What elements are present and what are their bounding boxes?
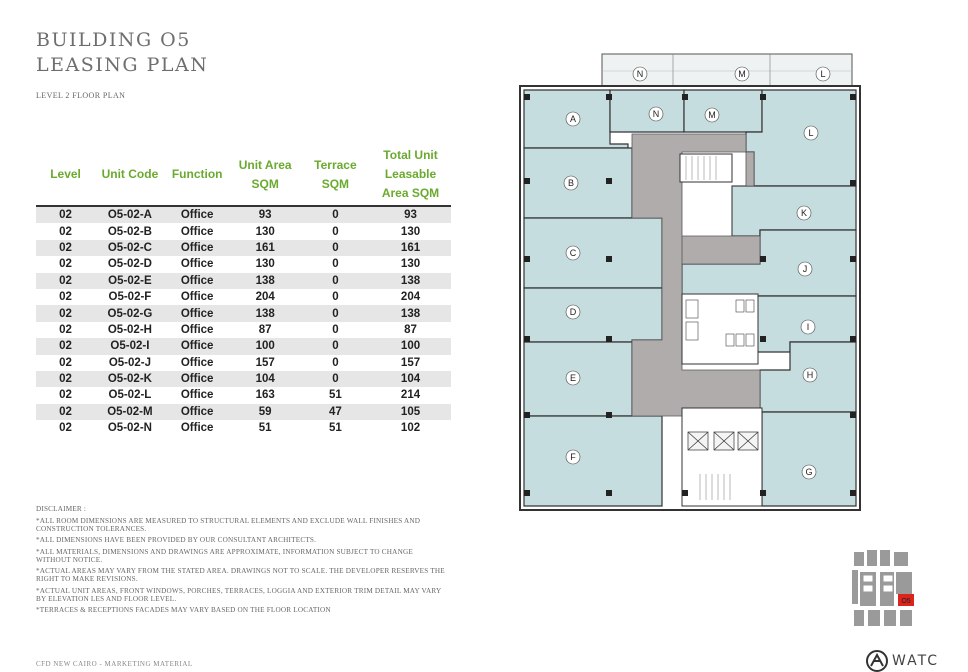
unit-n-area <box>610 90 684 132</box>
cell-unit-area: 93 <box>230 206 301 223</box>
cell-total: 102 <box>370 420 451 436</box>
cell-unit-area: 138 <box>230 273 301 289</box>
cell-total: 93 <box>370 206 451 223</box>
key-plan-building-label: O5 <box>901 598 911 605</box>
page-title-line2: LEASING PLAN <box>36 54 209 76</box>
page-title-line1: BUILDING O5 <box>36 29 191 51</box>
cell-unit-area: 59 <box>230 404 301 420</box>
logo-mark-icon <box>866 650 888 672</box>
cell-unit-code: O5-02-E <box>95 273 165 289</box>
unit-l-area <box>746 90 856 186</box>
unit-label-h <box>803 368 817 382</box>
unit-c-area <box>524 218 662 288</box>
cell-unit-code: O5-02-J <box>95 355 165 371</box>
key-plan <box>850 548 918 630</box>
disclaimer-item: *ALL ROOM DIMENSIONS ARE MEASURED TO STRUCTURAL ELEMENTS AND EXCLUDE WALL FINISHES AND CONSTRUCTION TOLERANCES. <box>36 516 421 533</box>
cell-level: 02 <box>36 305 95 321</box>
cell-unit-code: O5-02-F <box>95 289 165 305</box>
cell-total: 87 <box>370 322 451 338</box>
units-table-body <box>36 206 451 436</box>
svg-text:M: M <box>738 69 746 79</box>
header-total: Total Unit Leasable Area SQM <box>370 146 451 206</box>
cell-level: 02 <box>36 289 95 305</box>
cell-level: 02 <box>36 404 95 420</box>
cell-unit-code: O5-02-B <box>95 223 165 239</box>
cell-level: 02 <box>36 338 95 354</box>
cell-function: Office <box>165 256 230 272</box>
cell-terrace: 0 <box>301 355 370 371</box>
cell-terrace: 0 <box>301 223 370 239</box>
table-row <box>36 338 451 354</box>
lift-core-south <box>682 408 762 506</box>
cell-total: 130 <box>370 223 451 239</box>
svg-text:A: A <box>569 114 577 124</box>
table-row <box>36 223 451 239</box>
terrace-label-n <box>633 67 647 81</box>
unit-label-n <box>649 107 663 121</box>
unit-label-f <box>566 450 580 464</box>
disclaimer <box>36 505 446 618</box>
cell-level: 02 <box>36 322 95 338</box>
cell-function: Office <box>165 240 230 256</box>
cell-terrace: 0 <box>301 273 370 289</box>
table-row <box>36 404 451 420</box>
disclaimer-item: *ACTUAL UNIT AREAS, FRONT WINDOWS, PORCHES, TERRACES, LOGGIA AND EXTERIOR TRIM DETAIL MAY VARY BY ELEVATION LES AND FLOOR LEVEL. <box>36 586 442 603</box>
disclaimer-item: *ACTUAL AREAS MAY VARY FROM THE STATED AREA. DRAWINGS NOT TO SCALE. THE DEVELOPER RESERVES THE RIGHT TO MAKE REVISIONS. <box>36 567 445 583</box>
cell-unit-code: O5-02-D <box>95 256 165 272</box>
cell-unit-area: 130 <box>230 223 301 239</box>
svg-text:L: L <box>820 69 826 79</box>
cell-total: 204 <box>370 289 451 305</box>
unit-label-l <box>804 126 818 140</box>
cell-total: 100 <box>370 338 451 354</box>
cell-terrace: 51 <box>301 387 370 403</box>
table-row <box>36 305 451 321</box>
cell-unit-code: O5-02-K <box>95 371 165 387</box>
unit-label-b <box>564 176 578 190</box>
floor-plan <box>510 50 870 512</box>
cell-total: 104 <box>370 371 451 387</box>
cell-function: Office <box>165 305 230 321</box>
svg-text:D: D <box>569 307 577 317</box>
svg-text:B: B <box>567 178 575 188</box>
company-logo <box>866 652 939 670</box>
svg-text:N: N <box>652 109 660 119</box>
cell-total: 138 <box>370 305 451 321</box>
cell-terrace: 0 <box>301 322 370 338</box>
cell-function: Office <box>165 338 230 354</box>
header-unit-code: Unit Code <box>95 146 165 206</box>
cell-terrace: 0 <box>301 338 370 354</box>
cell-unit-area: 51 <box>230 420 301 436</box>
cell-level: 02 <box>36 420 95 436</box>
cell-unit-code: O5-02-H <box>95 322 165 338</box>
table-row <box>36 256 451 272</box>
units-table <box>36 146 451 436</box>
unit-d-area <box>524 288 662 342</box>
cell-unit-area: 163 <box>230 387 301 403</box>
cell-total: 105 <box>370 404 451 420</box>
logo-text: WATC <box>892 653 940 669</box>
cell-level: 02 <box>36 206 95 223</box>
terrace-label-m <box>735 67 749 81</box>
cell-unit-area: 104 <box>230 371 301 387</box>
cell-function: Office <box>165 223 230 239</box>
table-row <box>36 420 451 436</box>
cell-unit-area: 100 <box>230 338 301 354</box>
disclaimer-item: *ALL DIMENSIONS HAVE BEEN PROVIDED BY OUR CONSULTANT ARCHITECTS. <box>36 536 317 544</box>
cell-unit-code: O5-02-L <box>95 387 165 403</box>
cell-terrace: 51 <box>301 420 370 436</box>
table-row <box>36 273 451 289</box>
cell-unit-code: O5-02-C <box>95 240 165 256</box>
terrace-label-l <box>816 67 830 81</box>
svg-text:L: L <box>808 128 814 138</box>
svg-text:E: E <box>569 373 577 383</box>
svg-text:G: G <box>805 467 813 477</box>
cell-level: 02 <box>36 355 95 371</box>
cell-level: 02 <box>36 256 95 272</box>
cell-level: 02 <box>36 223 95 239</box>
svg-text:H: H <box>806 370 814 380</box>
cell-unit-code: O5-02-M <box>95 404 165 420</box>
unit-g-area <box>762 412 856 506</box>
cell-unit-area: 157 <box>230 355 301 371</box>
unit-k-area <box>732 186 856 236</box>
header-unit-area: Unit Area SQM <box>230 146 301 206</box>
svg-text:N: N <box>636 69 644 79</box>
cell-unit-area: 87 <box>230 322 301 338</box>
cell-unit-area: 130 <box>230 256 301 272</box>
svg-text:I: I <box>806 322 810 332</box>
unit-f-area <box>524 416 662 506</box>
unit-label-m <box>705 108 719 122</box>
cell-total: 138 <box>370 273 451 289</box>
header-terrace: Terrace SQM <box>301 146 370 206</box>
unit-label-d <box>566 305 580 319</box>
unit-label-g <box>802 465 816 479</box>
header-level: Level <box>36 146 95 206</box>
cell-function: Office <box>165 206 230 223</box>
svg-text:F: F <box>570 452 576 462</box>
unit-label-c <box>566 246 580 260</box>
table-row <box>36 289 451 305</box>
stair-core-north <box>680 154 732 182</box>
unit-label-a <box>566 112 580 126</box>
washrooms-block <box>682 294 758 364</box>
disclaimer-heading: DISCLAIMER : <box>36 505 87 513</box>
unit-label-i <box>801 320 815 334</box>
cell-terrace: 0 <box>301 305 370 321</box>
cell-terrace: 0 <box>301 256 370 272</box>
svg-text:M: M <box>708 110 716 120</box>
cell-function: Office <box>165 371 230 387</box>
cell-total: 161 <box>370 240 451 256</box>
cell-terrace: 0 <box>301 371 370 387</box>
cell-level: 02 <box>36 273 95 289</box>
table-row <box>36 206 451 223</box>
cell-terrace: 0 <box>301 240 370 256</box>
unit-label-e <box>566 371 580 385</box>
header-function: Function <box>165 146 230 206</box>
cell-unit-area: 138 <box>230 305 301 321</box>
cell-function: Office <box>165 322 230 338</box>
cell-level: 02 <box>36 240 95 256</box>
cell-function: Office <box>165 420 230 436</box>
units-table-header <box>36 146 451 206</box>
cell-level: 02 <box>36 371 95 387</box>
cell-function: Office <box>165 404 230 420</box>
page-title <box>36 28 208 78</box>
cell-terrace: 47 <box>301 404 370 420</box>
cell-unit-code: O5-02-A <box>95 206 165 223</box>
cell-function: Office <box>165 273 230 289</box>
unit-label-j <box>798 262 812 276</box>
cell-terrace: 0 <box>301 206 370 223</box>
table-row <box>36 371 451 387</box>
table-row <box>36 240 451 256</box>
cell-unit-area: 161 <box>230 240 301 256</box>
disclaimer-item: *TERRACES & RECEPTIONS FACADES MAY VARY BASED ON THE FLOOR LOCATION <box>36 606 331 614</box>
cell-total: 214 <box>370 387 451 403</box>
svg-text:K: K <box>800 208 808 218</box>
disclaimer-item: *ALL MATERIALS, DIMENSIONS AND DRAWINGS ARE APPROXIMATE, INFORMATION SUBJECT TO CHANGE WITHOUT NOTICE. <box>36 547 413 564</box>
svg-text:C: C <box>569 248 577 258</box>
cell-total: 157 <box>370 355 451 371</box>
cell-unit-code: O5-02-N <box>95 420 165 436</box>
table-row <box>36 322 451 338</box>
cell-function: Office <box>165 355 230 371</box>
table-row <box>36 387 451 403</box>
floor-plan-subtitle: LEVEL 2 FLOOR PLAN <box>36 91 126 100</box>
cell-function: Office <box>165 289 230 305</box>
cell-total: 130 <box>370 256 451 272</box>
cell-unit-area: 204 <box>230 289 301 305</box>
footer-text: CFD NEW CAIRO - MARKETING MATERIAL <box>36 660 193 668</box>
cell-terrace: 0 <box>301 289 370 305</box>
unit-m-area <box>684 90 762 132</box>
svg-text:J: J <box>802 264 808 274</box>
cell-unit-code: O5-02-G <box>95 305 165 321</box>
cell-unit-code: O5-02-I <box>95 338 165 354</box>
table-row <box>36 355 451 371</box>
cell-function: Office <box>165 387 230 403</box>
cell-level: 02 <box>36 387 95 403</box>
unit-label-k <box>797 206 811 220</box>
